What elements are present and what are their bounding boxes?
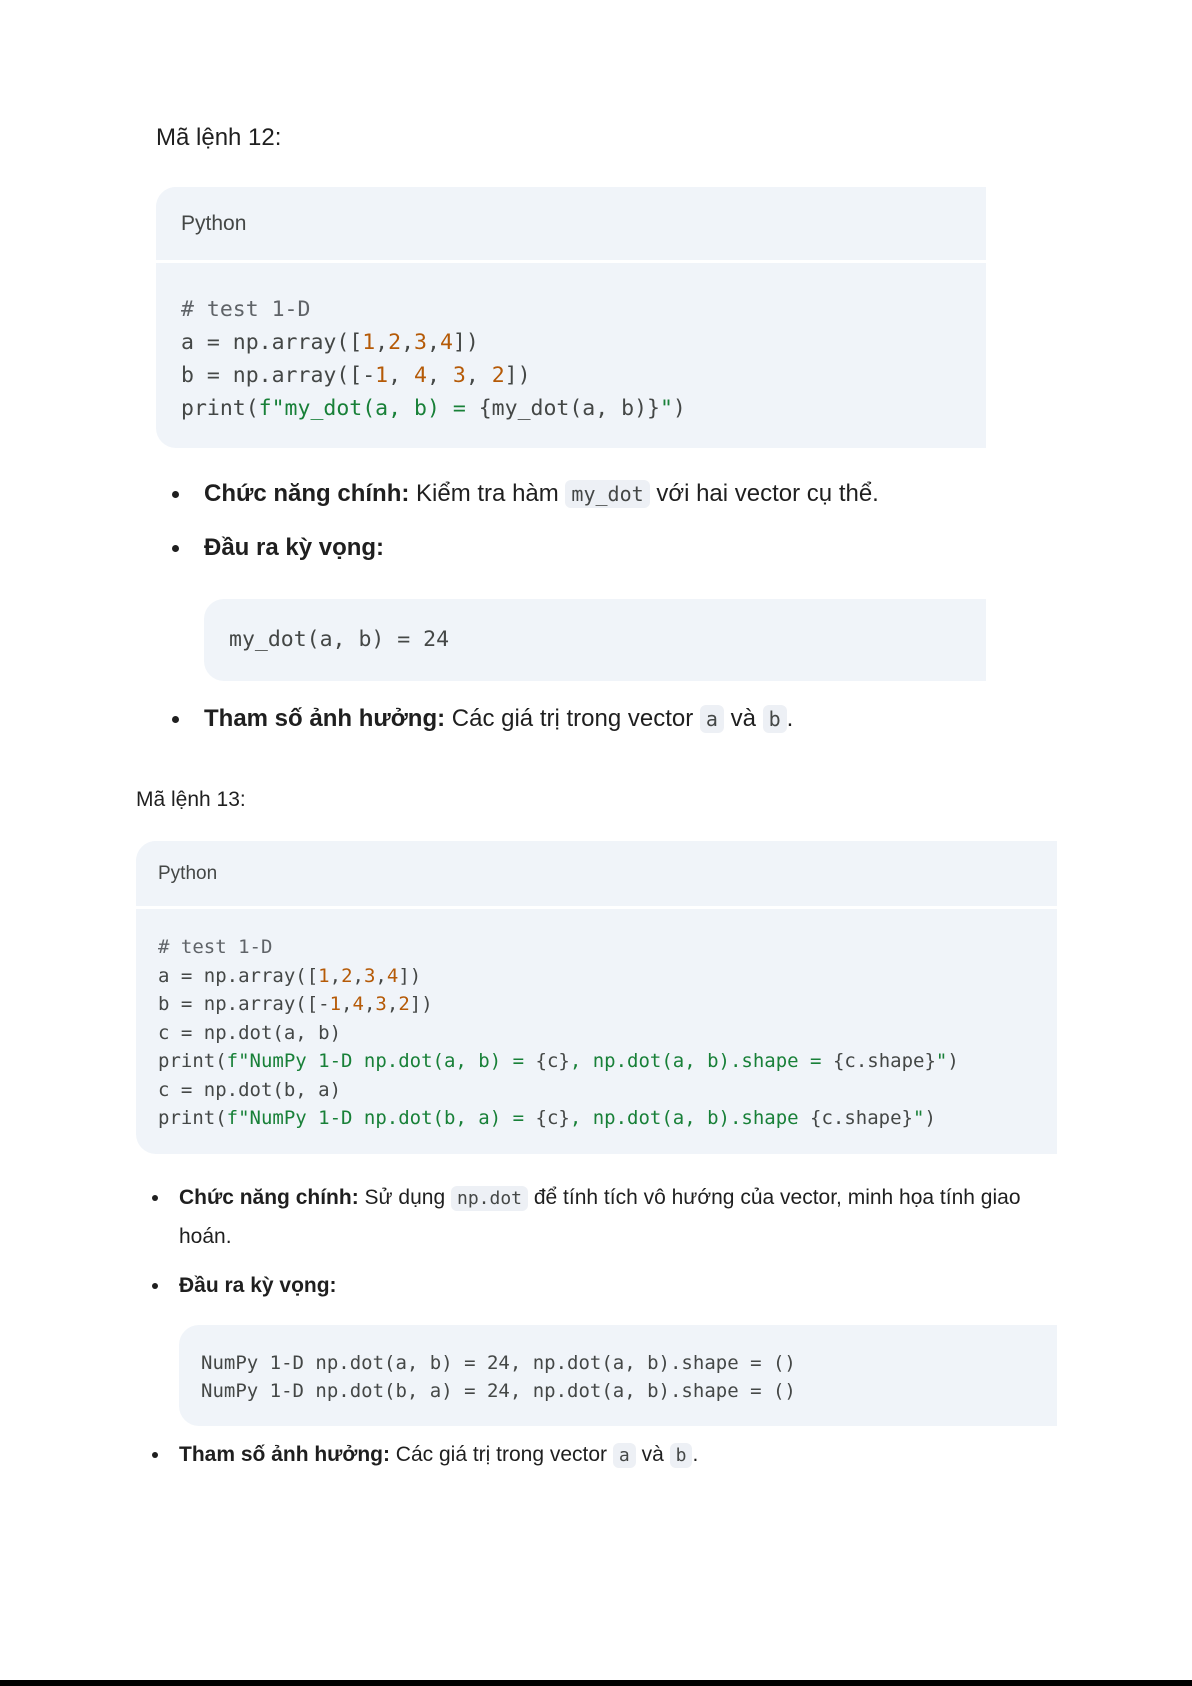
code-line: c = np.dot(a, b) [158,1021,342,1044]
bullet-label: Tham số ảnh hưởng: [179,1443,390,1466]
section-13-heading: Mã lệnh 13: [136,788,246,811]
code-line [158,936,272,958]
bullet-label: Tham số ảnh hưởng: [204,705,446,732]
code-line: b = np.array([-1, 4, 3, 2]) [181,363,531,388]
bullet-text: . [692,1443,699,1466]
list-item [179,1179,1059,1256]
code-line: print(f"NumPy 1-D np.dot(a, b) = {c}, np.dot(a, b).shape = {c.shape}") [158,1050,959,1072]
bullet-text: để tính tích vô hướng của vector, minh họa tính giao hoán. [179,1186,1021,1248]
code-line: a = np.array([1,2,3,4]) [158,964,422,987]
code-language-label: Python [136,841,1057,909]
list-item [204,476,1004,512]
bullet-text: và [635,1443,670,1466]
section-12-heading: Mã lệnh 12: [156,124,282,151]
inline-code: np.dot [451,1186,528,1211]
code-language-label: Python [156,187,986,263]
bullet-text: Sử dụng [358,1186,451,1209]
output-text[interactable]: my_dot(a, b) = 24 [229,627,450,652]
inline-code: my_dot [565,480,649,508]
code-comment: # test 1-D [181,297,311,322]
bullet-text: với hai vector cụ thể. [649,480,879,507]
bullet-text: Kiểm tra hàm [409,480,566,507]
code-line: b = np.array([-1,4,3,2]) [158,993,433,1015]
code-line [181,297,310,322]
inline-code: a [700,705,724,733]
code-line: print(f"my_dot(a, b) = {my_dot(a, b)}") [181,396,686,421]
bullet-label: Chức năng chính: [204,480,410,507]
inline-code: b [763,705,787,733]
code-line: a = np.array([1,2,3,4]) [181,330,479,355]
output-line: NumPy 1-D np.dot(a, b) = 24, np.dot(a, b).shape = () [201,1352,796,1374]
bullet-text: và [723,705,763,732]
inline-code: a [613,1443,636,1468]
code-content[interactable] [136,909,1057,1133]
code-block-12 [156,187,986,448]
expected-output-12 [204,599,986,681]
output-line: NumPy 1-D np.dot(b, a) = 24, np.dot(a, b).shape = () [201,1380,796,1402]
bullet-label: Chức năng chính: [179,1186,359,1209]
expected-output-13 [179,1325,1057,1426]
list-item [204,530,1004,566]
list-item [179,1267,1059,1305]
code-content[interactable] [156,263,986,425]
page-bottom-border [0,1680,1192,1686]
output-text[interactable] [179,1325,1057,1429]
bullet-text: Các giá trị trong vector [445,705,700,732]
bullet-text: . [786,705,794,732]
code-line: c = np.dot(b, a) [158,1078,342,1101]
bullet-text: Các giá trị trong vector [389,1443,613,1466]
bullet-label: Đầu ra kỳ vọng: [179,1274,337,1297]
inline-code: b [670,1443,693,1468]
code-comment: # test 1-D [158,936,273,958]
code-line: print(f"NumPy 1-D np.dot(b, a) = {c}, np.dot(a, b).shape {c.shape}") [158,1107,936,1129]
list-item [204,701,1004,737]
list-item [179,1436,1059,1475]
code-block-13 [136,841,1057,1154]
bullet-label: Đầu ra kỳ vọng: [204,534,385,561]
